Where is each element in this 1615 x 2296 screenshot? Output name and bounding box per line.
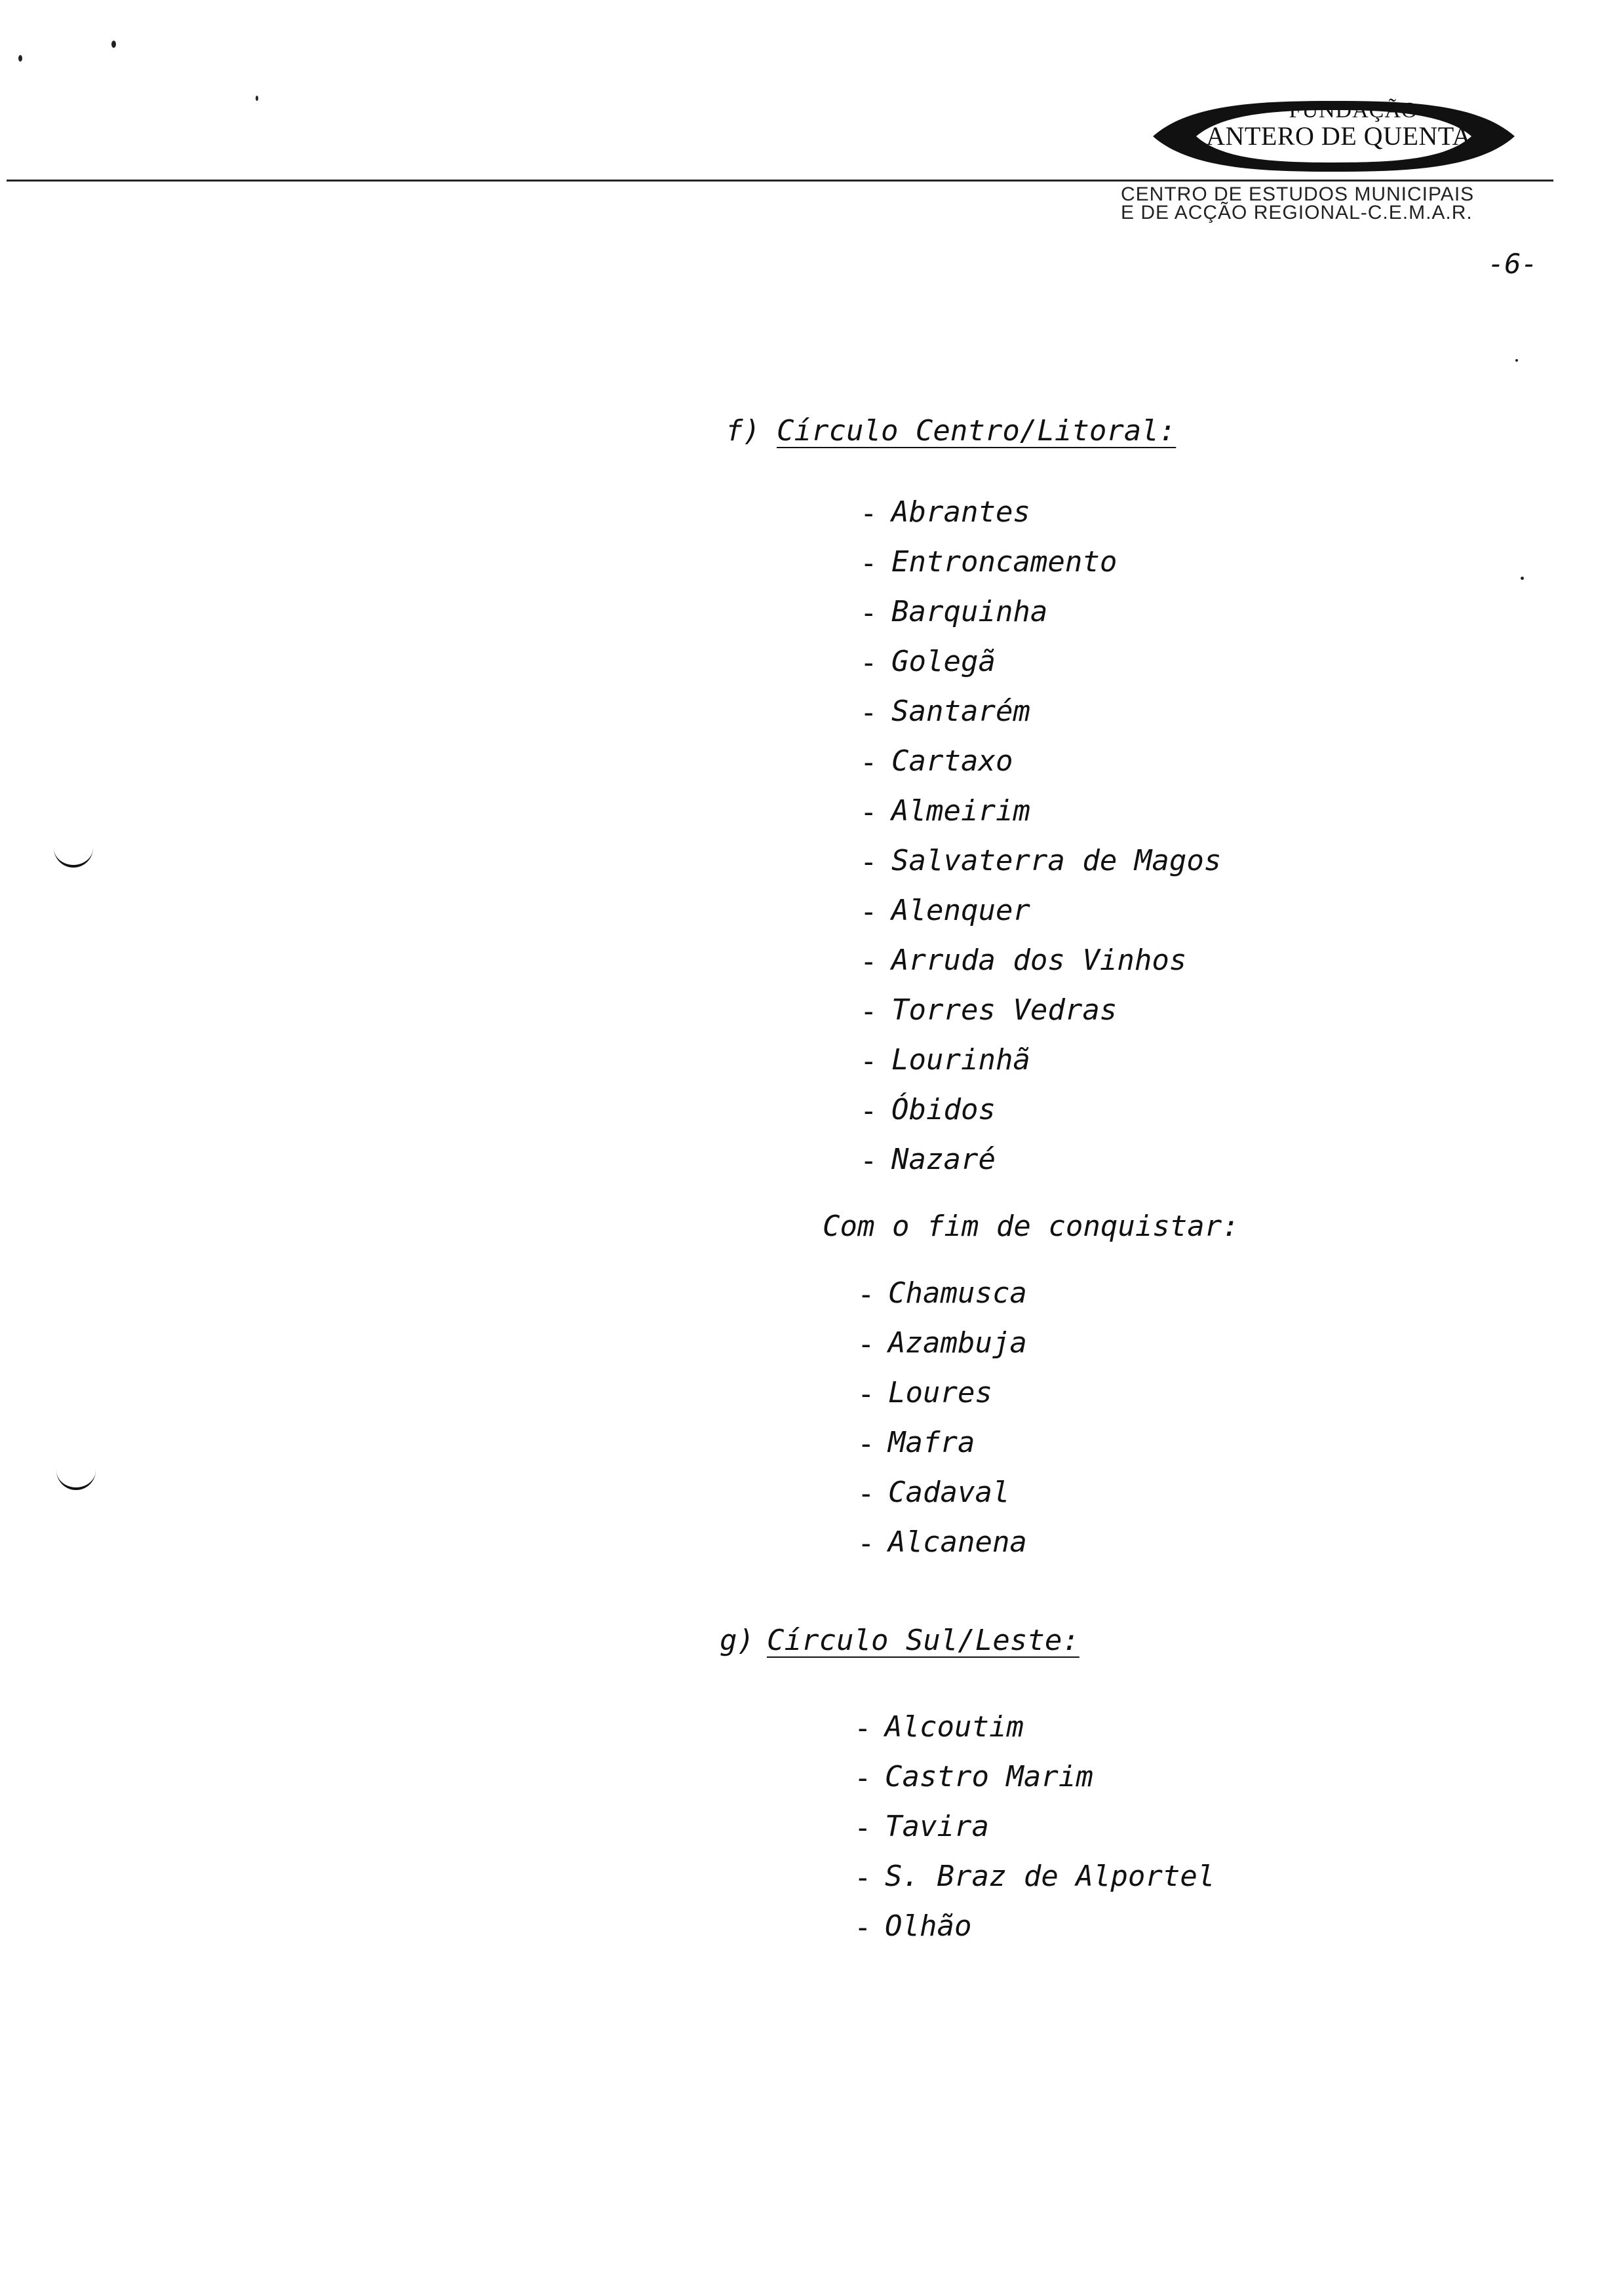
list-bullet: -: [860, 1044, 878, 1078]
org-name-line2: E DE ACÇÃO REGIONAL-C.E.M.A.R.: [1121, 202, 1473, 223]
list-bullet: -: [854, 1911, 872, 1944]
logo-text-antero: ANTERO DE QUENTAL: [1206, 121, 1488, 151]
list-bullet: -: [857, 1527, 875, 1560]
list-bullet: -: [860, 845, 878, 879]
list-item: Almeirim: [891, 794, 1030, 828]
list-bullet: -: [857, 1278, 875, 1311]
list-bullet: -: [860, 1094, 878, 1128]
list-bullet: -: [854, 1712, 872, 1745]
scan-bracket-mark: [54, 845, 93, 868]
list-item: Barquinha: [891, 595, 1048, 628]
list-bullet: -: [860, 746, 878, 779]
list-item: Nazaré: [891, 1143, 996, 1176]
list-item: Golegã: [891, 645, 996, 678]
list-bullet: -: [860, 646, 878, 679]
section-f-label: f): [726, 414, 760, 448]
list-item: Alcoutim: [885, 1710, 1024, 1744]
list-bullet: -: [860, 795, 878, 829]
list-bullet: -: [860, 945, 878, 978]
scan-bracket-mark: [56, 1468, 96, 1490]
conquer-label: Com o fim de conquistar:: [823, 1210, 1239, 1243]
scan-speck: [256, 96, 258, 101]
list-item: Lourinhã: [891, 1043, 1030, 1077]
list-item: Azambuja: [888, 1326, 1027, 1360]
scan-speck: [1521, 577, 1524, 580]
list-bullet: -: [854, 1811, 872, 1845]
list-item: Cartaxo: [891, 744, 1013, 778]
list-item: Alcanena: [888, 1525, 1027, 1559]
list-item: Torres Vedras: [891, 993, 1118, 1027]
list-bullet: -: [857, 1477, 875, 1510]
list-item: Loures: [888, 1376, 992, 1409]
list-item: Alenquer: [891, 894, 1030, 927]
list-bullet: -: [854, 1761, 872, 1795]
list-bullet: -: [860, 995, 878, 1028]
list-item: Arruda dos Vinhos: [891, 944, 1187, 977]
header-divider: [7, 180, 1553, 182]
section-g-label: g): [720, 1624, 754, 1657]
list-bullet: -: [860, 1144, 878, 1177]
list-bullet: -: [857, 1377, 875, 1411]
list-item: Mafra: [888, 1426, 975, 1459]
page-number: -6-: [1488, 248, 1538, 280]
list-item: Tavira: [885, 1810, 989, 1843]
list-bullet: -: [857, 1328, 875, 1361]
list-bullet: -: [860, 497, 878, 530]
section-g-title: Círculo Sul/Leste:: [767, 1624, 1080, 1657]
list-item: Castro Marim: [885, 1760, 1093, 1793]
logo-text-fundacao: FUNDAÇÃO: [1289, 98, 1418, 123]
list-item: Chamusca: [888, 1276, 1027, 1310]
list-bullet: -: [857, 1427, 875, 1461]
list-item: Cadaval: [888, 1476, 1010, 1509]
list-item: Olhão: [885, 1909, 972, 1943]
list-item: Entroncamento: [891, 545, 1118, 579]
list-bullet: -: [860, 596, 878, 630]
list-item: Salvaterra de Magos: [891, 844, 1222, 877]
list-item: S. Braz de Alportel: [885, 1860, 1215, 1893]
list-bullet: -: [860, 895, 878, 928]
scan-speck: [1515, 359, 1518, 362]
list-bullet: -: [860, 546, 878, 580]
scan-speck: [111, 41, 116, 48]
list-bullet: -: [854, 1861, 872, 1894]
list-item: Abrantes: [891, 495, 1030, 529]
list-item: Óbidos: [891, 1093, 996, 1126]
org-name-line1: CENTRO DE ESTUDOS MUNICIPAIS: [1121, 183, 1475, 205]
scan-speck: [18, 55, 22, 62]
section-f-title: Círculo Centro/Litoral:: [777, 414, 1177, 448]
list-bullet: -: [860, 696, 878, 729]
list-item: Santarém: [891, 695, 1030, 728]
